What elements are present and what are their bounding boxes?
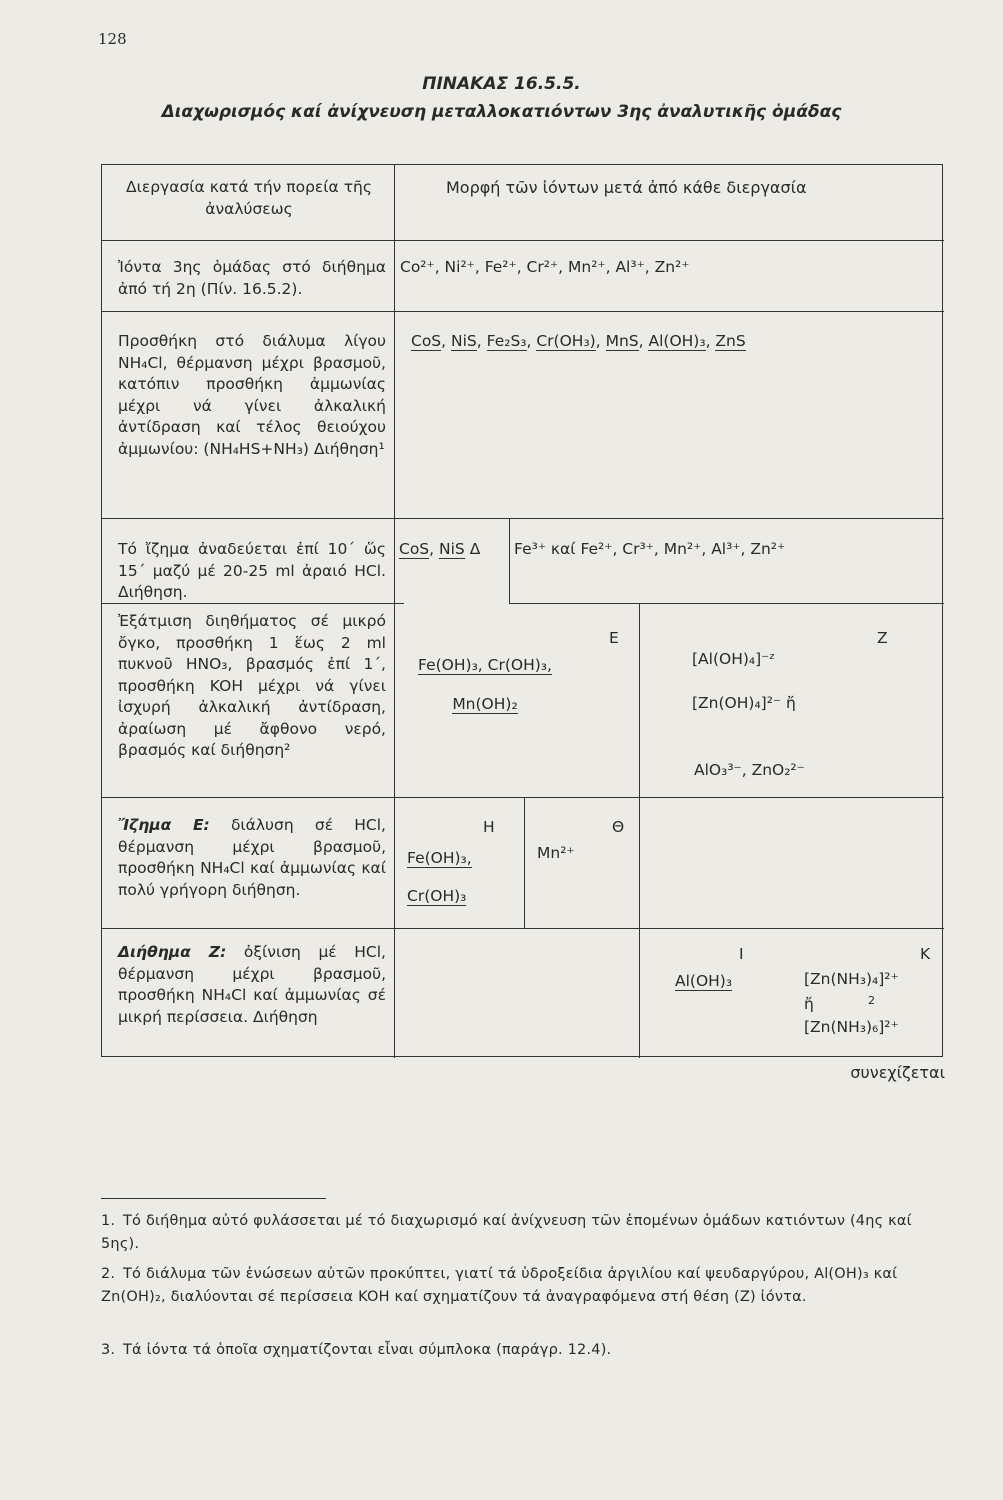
precipitate: NiS [451, 332, 477, 350]
row6-K-line3: [Zn(NH₃)₆]²⁺ [804, 1018, 899, 1036]
precipitate: Al(OH)₃ [648, 332, 706, 350]
footnote-2: 2. Τό διάλυμα τῶν ἑνώσεων αὐτῶν προκύπτει, γιατί τά ὑδροξείδια ἀργιλίου καί ψευδαργύρου, Al(OH)₃ καί Zn(OH)₂, διαλύονται σέ περίσσεια KOH καί σχηματίζουν τά ἀναγραφόμενα στή θέση (Z) ἰόντα. [101, 1266, 898, 1305]
precipitate: ZnS [715, 332, 746, 350]
row5-theta-content: Mn²⁺ [537, 844, 575, 862]
row2-process: Προσθήκη στό διάλυμα λίγου NH₄Cl, θέρμανση μέχρι βρασμοῦ, κατόπιν προσθήκη ἀμμωνίας μέχρι νά γίνει ἀλκαλική ἀντίδραση καί τέλος θειούχου ἀμμωνίου: (NH₄HS+NH₃) Διήθηση¹ [118, 332, 386, 458]
row2-precipitates: CoS, NiS, Fe₂S₃, Cr(OH₃), MnS, Al(OH)₃, ZnS [411, 332, 746, 350]
row3-precipitate: CoS, NiS Δ [399, 540, 481, 558]
precipitate: Cr(OH₃) [536, 332, 596, 350]
row4-process: Ἐξάτμιση διηθήματος σέ μικρό ὄγκο, προσθήκη 1 ἕως 2 ml πυκνοῦ HNO₃, βρασμός ἐπί 1΄, προσθήκη KOH μέχρι νά γίνει ἰσχυρή ἀλκαλική ἀντίδραση, ἀραίωση μέ ἄφθονο νερό, βρασμός καί διήθηση² [118, 612, 386, 759]
label-delta: Δ [469, 540, 481, 558]
col-divider [524, 797, 525, 928]
row6-K-line1: [Zn(NH₃)₄]²⁺ [804, 970, 899, 988]
analysis-table [101, 164, 943, 1057]
row-divider [102, 518, 944, 519]
row4-E-line2: Mn(OH)₂ [452, 695, 518, 713]
row6-I-content: Al(OH)₃ [675, 972, 733, 990]
row-divider [102, 928, 944, 929]
col-divider [394, 165, 395, 1058]
page-number: 128 [98, 30, 127, 48]
row4-E-line1: Fe(OH)₃, Cr(OH)₃, [418, 656, 552, 674]
footnote-3: 3. Τά ἰόντα τά ὁποῖα σχηματίζονται εἶναι σύμπλοκα (παράγρ. 12.4). [101, 1342, 612, 1358]
table-subtitle: Διαχωρισμός καί ἀνίχνευση μεταλλοκατιόντων 3ης ἀναλυτικῆς ὁμάδας [161, 102, 842, 122]
label-E: E [609, 629, 619, 647]
precipitate: Fe₂S₃ [486, 332, 527, 350]
precipitate: CoS [411, 332, 442, 350]
row4-Z-line3: AlO₃³⁻, ZnO₂²⁻ [694, 761, 805, 779]
footnote-1: 1. Τό διήθημα αὐτό φυλάσσεται μέ τό διαχωρισμό καί ἀνίχνευση τῶν ἑπομένων ὁμάδων κατιόντων (4ης καί 5ης). [101, 1213, 912, 1252]
continued-note: συνεχίζεται [850, 1063, 945, 1082]
col-divider [509, 518, 510, 603]
row-divider [509, 603, 944, 604]
row5-process: Ἴζημα E: διάλυση σέ HCl, θέρμανση μέχρι βρασμοῦ, προσθήκη NH₄Cl καί ἀμμωνίας καί πολύ γρήγορη διήθηση. [118, 816, 386, 899]
row6-K-line2: ἤ [804, 995, 814, 1013]
label-K: K [920, 945, 931, 963]
precipitate: CoS [399, 540, 430, 558]
row5-H-line1: Fe(OH)₃, [407, 849, 472, 867]
row4-Z-line2: [Zn(OH)₄]²⁻ ἤ [692, 694, 796, 712]
label-I: I [739, 945, 744, 963]
precipitate: MnS [605, 332, 639, 350]
row5-H-line2: Cr(OH)₃ [407, 887, 467, 905]
precipitate: NiS [439, 540, 465, 558]
row3-solution: Fe³⁺ καί Fe²⁺, Cr³⁺, Mn²⁺, Al³⁺, Zn²⁺ [514, 540, 786, 558]
label-H: H [483, 818, 495, 836]
header-process: Διεργασία κατά τήν πορεία τῆς ἀναλύσεως [126, 178, 372, 218]
row5-title: Ἴζημα E: [118, 816, 210, 834]
row6-title: Διήθημα Z: [118, 943, 227, 961]
row4-Z-line1: [Al(OH)₄]⁻ᶻ [692, 650, 776, 668]
row-divider [102, 240, 944, 241]
row6-K-number: 2 [868, 994, 875, 1007]
col-divider [639, 603, 640, 1058]
row3-process: Τό ἴζημα ἀναδεύεται ἐπί 10΄ ὥς 15΄ μαζύ μέ 20-25 ml ἀραιό HCl. Διήθηση. [118, 540, 386, 601]
row1-ions: Co²⁺, Ni²⁺, Fe²⁺, Cr²⁺, Mn²⁺, Al³⁺, Zn²⁺ [400, 258, 690, 276]
row-divider [102, 311, 944, 312]
row6-process: Διήθημα Z: ὀξίνιση μέ HCl, θέρμανση μέχρι βρασμοῦ, προσθήκη NH₄Cl καί ἀμμωνίας σέ μικρή περίσσεια. Διήθηση [118, 943, 386, 1026]
header-ions: Μορφή τῶν ἰόντων μετά ἀπό κάθε διεργασία [446, 178, 807, 197]
row1-process: Ἰόντα 3ης ὁμάδας στό διήθημα ἀπό τή 2η (Πίν. 16.5.2). [118, 258, 386, 298]
label-Z: Z [877, 629, 888, 647]
row-divider [102, 797, 944, 798]
table-title: ΠΙΝΑΚΑΣ 16.5.5. [422, 74, 581, 94]
label-theta: Θ [612, 818, 625, 836]
footnote-rule [101, 1198, 326, 1199]
